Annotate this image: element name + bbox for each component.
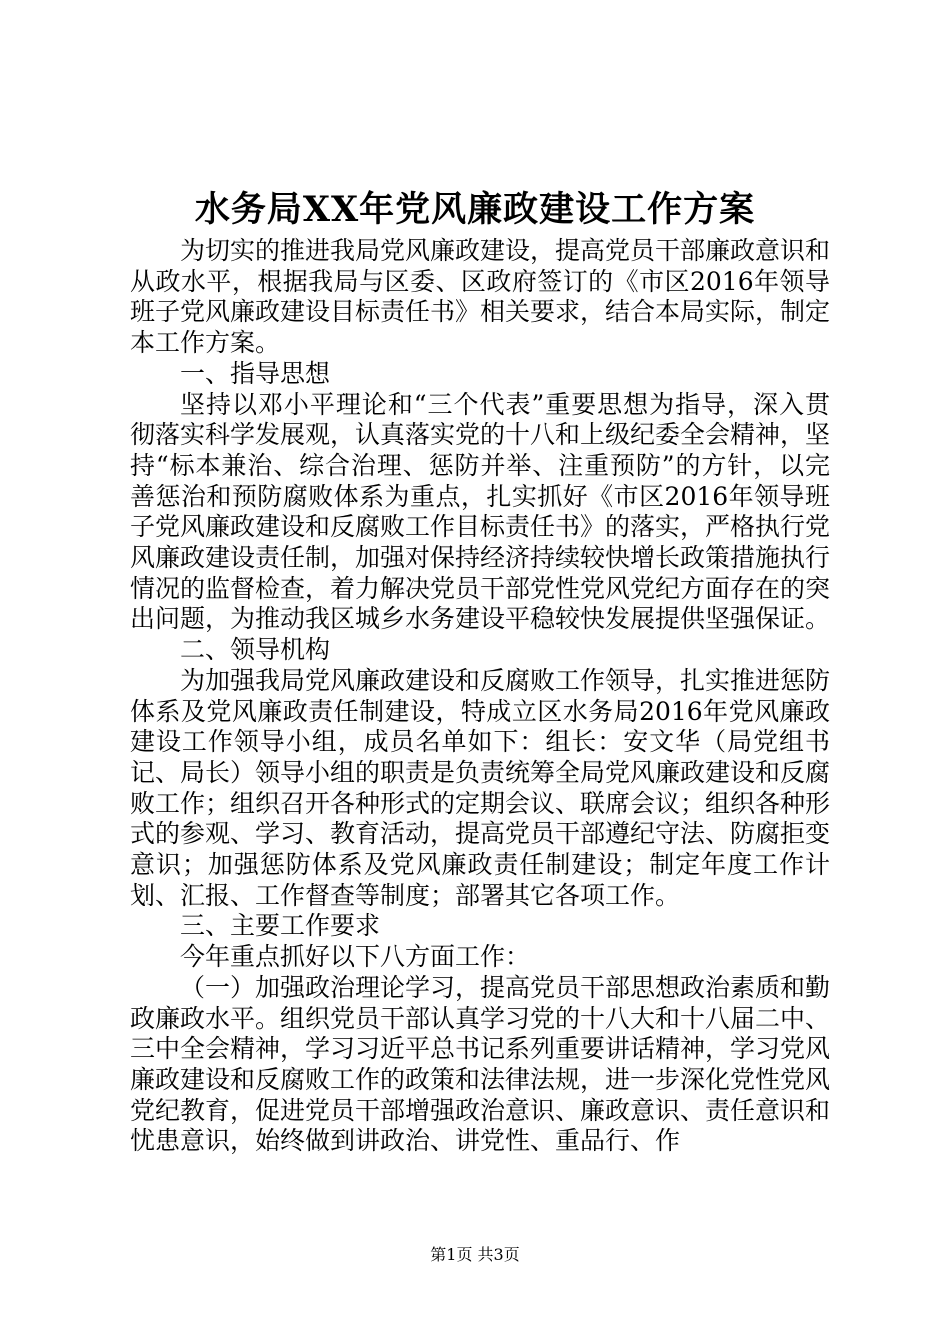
focus-work-intro: 今年重点抓好以下八方面工作： — [180, 942, 531, 972]
section-heading-leadership: 二、领导机构 — [180, 635, 331, 665]
section-heading-main-requirements: 三、主要工作要求 — [180, 911, 381, 941]
leadership-paragraph: 为加强我局党风廉政建设和反腐败工作领导，扎实推进惩防体系及党风廉政责任制建设，特成立区水务局2016年党风廉政建设工作领导小组，成员名单如下：组长：安文华（局党组书记、局长）领导小组的职责是负责统筹全局党风廉政建设和反腐败工作；组织召开各种形式的定期会议、联席会议；组织各种形式的参观、学习、教育活动，提高党员干部遵纪守法、防腐拒变意识；加强惩防体系及党风廉政责任制建设；制定年度工作计划、汇报、工作督查等制度；部署其它各项工作。 — [130, 665, 831, 910]
intro-paragraph: 为切实的推进我局党风廉政建设，提高党员干部廉政意识和从政水平，根据我局与区委、区政府签订的《市区2016年领导班子党风廉政建设目标责任书》相关要求，结合本局实际，制定本工作方案。 — [130, 236, 831, 358]
section-heading-guiding-ideology: 一、指导思想 — [180, 358, 331, 388]
page-footer: 第1页 共3页 — [430, 1245, 520, 1264]
guiding-ideology-paragraph: 坚持以邓小平理论和“三个代表”重要思想为指导，深入贯彻落实科学发展观，认真落实党的十八和上级纪委全会精神，坚持“标本兼治、综合治理、惩防并举、注重预防”的方针，以完善惩治和预防腐败体系为重点，扎实抓好《市区2016年领导班子党风廉政建设和反腐败工作目标责任书》的落实，严格执行党风廉政建设责任制，加强对保持经济持续较快增长政策措施执行情况的监督检查，着力解决党员干部党性党风党纪方面存在的突出问题，为推动我区城乡水务建设平稳较快发展提供坚强保证。 — [130, 389, 831, 634]
document-body — [130, 236, 830, 1157]
item-one-paragraph: （一）加强政治理论学习，提高党员干部思想政治素质和勤政廉政水平。组织党员干部认真学习党的十八大和十八届二中、三中全会精神，学习习近平总书记系列重要讲话精神，学习党风廉政建设和反腐败工作的政策和法律法规，进一步深化党性党风党纪教育，促进党员干部增强政治意识、廉政意识、责任意识和忧患意识，始终做到讲政治、讲党性、重品行、作 — [130, 972, 831, 1156]
document-title: 水务局XX年党风廉政建设工作方案 — [194, 189, 756, 230]
